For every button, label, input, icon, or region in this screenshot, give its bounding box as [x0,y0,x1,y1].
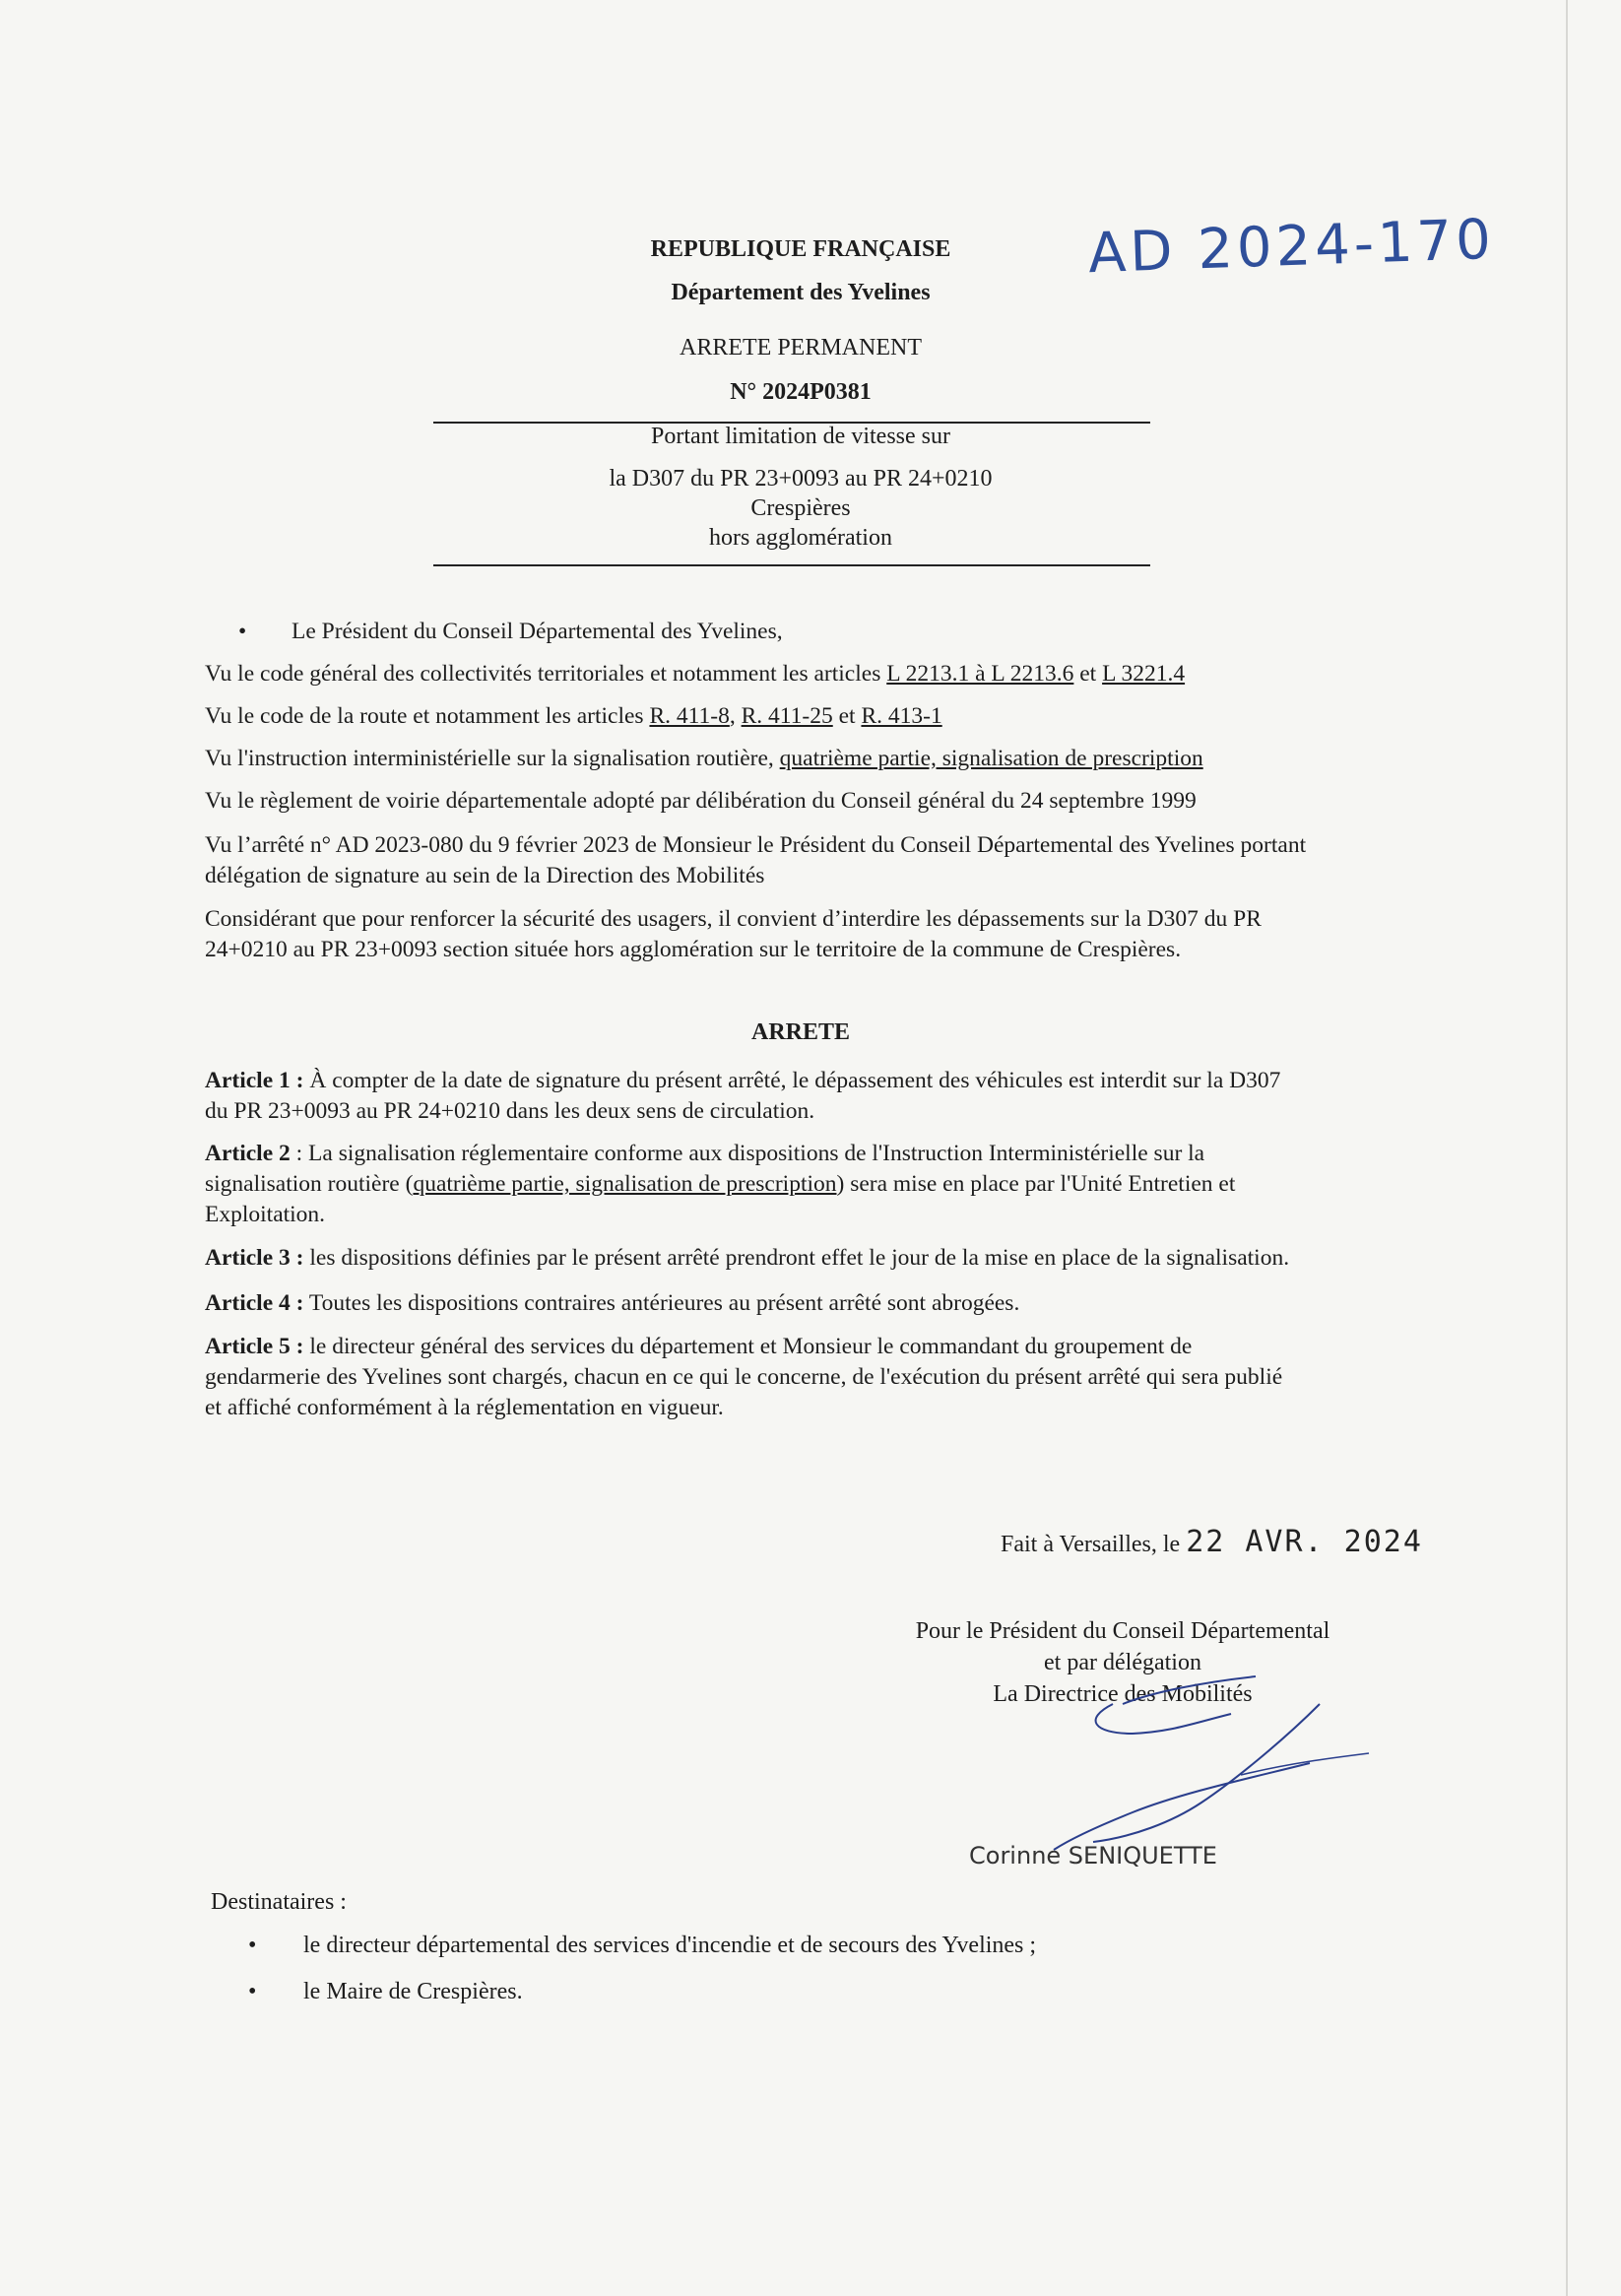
article-5-line-3: et affiché conformément à la réglementation en vigueur. [205,1395,724,1420]
bullet-icon: • [248,1979,257,2004]
title-line-2: la D307 du PR 23+0093 au PR 24+0210 [609,466,993,492]
arrete-number: N° 2024P0381 [730,379,872,405]
conj: et [1073,661,1103,687]
considerant-line-2: 24+0210 au PR 23+0093 section située hors agglomération sur le territoire de la commune de Crespières. [205,937,1182,962]
signature-line-2: et par délégation [1044,1650,1201,1675]
destinataires-label: Destinataires : [211,1889,347,1915]
president-text: Le Président du Conseil Départemental des Yvelines, [292,619,783,644]
vu-route [205,701,1408,732]
vu-arrete-line-1: Vu l’arrêté n° AD 2023-080 du 9 février 2023 de Monsieur le Président du Conseil Départemental des Yvelines portant [205,832,1307,858]
republique-heading: REPUBLIQUE FRANÇAISE [650,236,951,262]
considerant-line-1: Considérant que pour renforcer la sécurité des usagers, il convient d’interdire les dépassements sur la D307 du PR [205,906,1262,932]
article-3-label: Article 3 : [205,1245,304,1271]
vu-cgct [205,659,1408,689]
ref-l3221[interactable]: L 3221.4 [1102,661,1186,687]
destinataire-text: le directeur départemental des services d'incendie et de secours des Yvelines ; [303,1933,1037,1958]
fait-prefix: Fait à Versailles, le [1001,1532,1187,1557]
signer-name: Corinne SENIQUETTE [969,1842,1217,1870]
sep: , [729,703,742,729]
bullet-icon: • [248,1933,257,1958]
article-2 [205,1139,1408,1230]
article-1-line-1: À compter de la date de signature du présent arrêté, le dépassement des véhicules est interdit sur la D307 [303,1068,1281,1093]
article-2-line-2-prefix: signalisation routière ( [205,1171,414,1197]
vu-instruction [205,744,1408,774]
vu-cgct-text: Vu le code général des collectivités territoriales et notamment les articles [205,661,887,687]
vu-instruction-text: Vu l'instruction interministérielle sur la signalisation routière, [205,746,780,771]
article-2-line-2-suffix: ) sera mise en place par l'Unité Entretien et [836,1171,1236,1197]
signature-line-3: La Directrice des Mobilités [993,1681,1253,1707]
article-1-label: Article 1 : [205,1068,304,1093]
handwritten-reference: AD 2024-170 [1086,207,1496,287]
article-1-line-2: du PR 23+0093 au PR 24+0210 dans les deux sens de circulation. [205,1098,815,1124]
vu-route-text: Vu le code de la route et notamment les articles [205,703,650,729]
vu-reglement: Vu le règlement de voirie départementale adopté par délibération du Conseil général du 24 septembre 1999 [205,788,1197,814]
article-5 [205,1332,1408,1423]
article-1 [205,1066,1408,1127]
ref-r411-25[interactable]: R. 411-25 [741,703,833,729]
handwritten-signature [1014,1665,1389,1871]
article-2-line-1: : La signalisation réglementaire conforme aux dispositions de l'Instruction Interministérielle sur la [290,1141,1205,1166]
conj: et [832,703,862,729]
article-3 [205,1243,1408,1274]
arrete-heading: ARRETE [750,1019,851,1045]
departement-heading: Département des Yvelines [671,280,931,305]
bullet-icon: • [238,619,247,644]
vu-arrete-line-2: délégation de signature au sein de la Direction des Mobilités [205,863,765,888]
title-line-1: Portant limitation de vitesse sur [651,424,950,449]
article-5-line-1: le directeur général des services du département et Monsieur le commandant du groupement de [303,1334,1193,1359]
ref-quatrieme-partie[interactable]: quatrième partie, signalisation de prescription [779,746,1203,771]
date-stamp: 22 AVR. 2024 [1186,1525,1423,1559]
arrete-type: ARRETE PERMANENT [680,335,922,361]
article-4-label: Article 4 : [205,1290,304,1316]
ref-r413-1[interactable]: R. 413-1 [861,703,942,729]
title-line-4: hors agglomération [709,525,892,551]
article-5-label: Article 5 : [205,1334,304,1359]
article-3-text: les dispositions définies par le présent arrêté prendront effet le jour de la mise en place de la signalisation. [303,1245,1290,1271]
title-line-3: Crespières [750,495,851,521]
article-5-line-2: gendarmerie des Yvelines sont chargés, chacun en ce qui le concerne, de l'exécution du présent arrêté qui sera publié [205,1364,1283,1390]
article-2-ref[interactable]: quatrième partie, signalisation de prescription [413,1171,837,1197]
destinataire-text: le Maire de Crespières. [303,1979,523,2004]
article-4-text: Toutes les dispositions contraires antérieures au présent arrêté sont abrogées. [303,1290,1020,1316]
ref-l2213[interactable]: L 2213.1 à L 2213.6 [886,661,1074,687]
fait-a-versailles [1001,1525,1423,1559]
signature-line-1: Pour le Président du Conseil Départemental [915,1618,1330,1644]
article-4 [205,1288,1408,1319]
article-2-line-3: Exploitation. [205,1202,326,1227]
title-rule-bottom [433,564,1150,566]
article-2-label: Article 2 [205,1141,291,1166]
ref-r411-8[interactable]: R. 411-8 [649,703,730,729]
